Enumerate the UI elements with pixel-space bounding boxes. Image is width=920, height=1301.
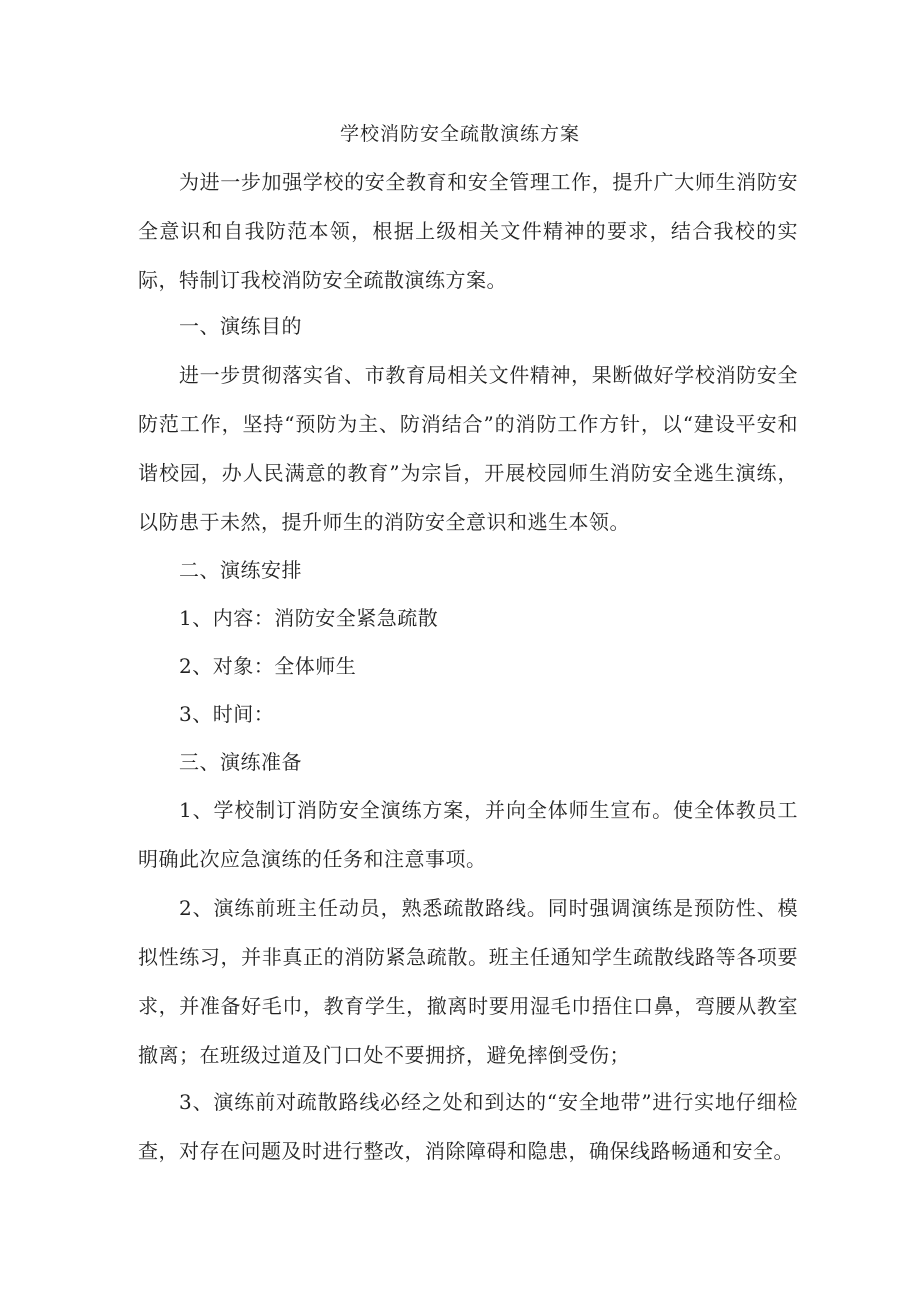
arrangement-item-participants: 2、对象：全体师生 — [179, 654, 357, 678]
section-heading-purpose: 一、演练目的 — [179, 314, 302, 338]
arrangement-item-time: 3、时间： — [179, 702, 275, 726]
preparation-item-2: 2、演练前班主任动员，熟悉疏散路线。同时强调演练是预防性、模拟性练习，并非真正的消防紧急疏散。班主任通知学生疏散线路等各项要求，并准备好毛巾，教育学生，撤离时要用湿毛巾捂住口鼻，弯腰从教室撤离；在班级过道及门口处不要拥挤，避免摔倒受伤； — [138, 896, 798, 1067]
preparation-item-3: 3、演练前对疏散路线必经之处和到达的“安全地带”进行实地仔细检查，对存在问题及时进行整改，消除障碍和隐患，确保线路畅通和安全。 — [138, 1090, 798, 1163]
document-title: 学校消防安全疏散演练方案 — [339, 123, 580, 145]
intro-paragraph: 为进一步加强学校的安全教育和安全管理工作，提升广大师生消防安全意识和自我防范本领，根据上级相关文件精神的要求，结合我校的实际，特制订我校消防安全疏散演练方案。 — [138, 170, 798, 292]
section-heading-preparation: 三、演练准备 — [179, 750, 302, 774]
arrangement-item-content: 1、内容：消防安全紧急疏散 — [179, 606, 439, 630]
section-heading-arrangement: 二、演练安排 — [179, 558, 302, 582]
preparation-item-1: 1、学校制订消防安全演练方案，并向全体师生宣布。使全体教员工明确此次应急演练的任务和注意事项。 — [138, 798, 798, 871]
purpose-paragraph: 进一步贯彻落实省、市教育局相关文件精神，果断做好学校消防安全防范工作，坚持“预防为主、防消结合”的消防工作方针，以“建设平安和谐校园，办人民满意的教育”为宗旨，开展校园师生消防安全逃生演练，以防患于未然，提升师生的消防安全意识和逃生本领。 — [138, 363, 798, 534]
